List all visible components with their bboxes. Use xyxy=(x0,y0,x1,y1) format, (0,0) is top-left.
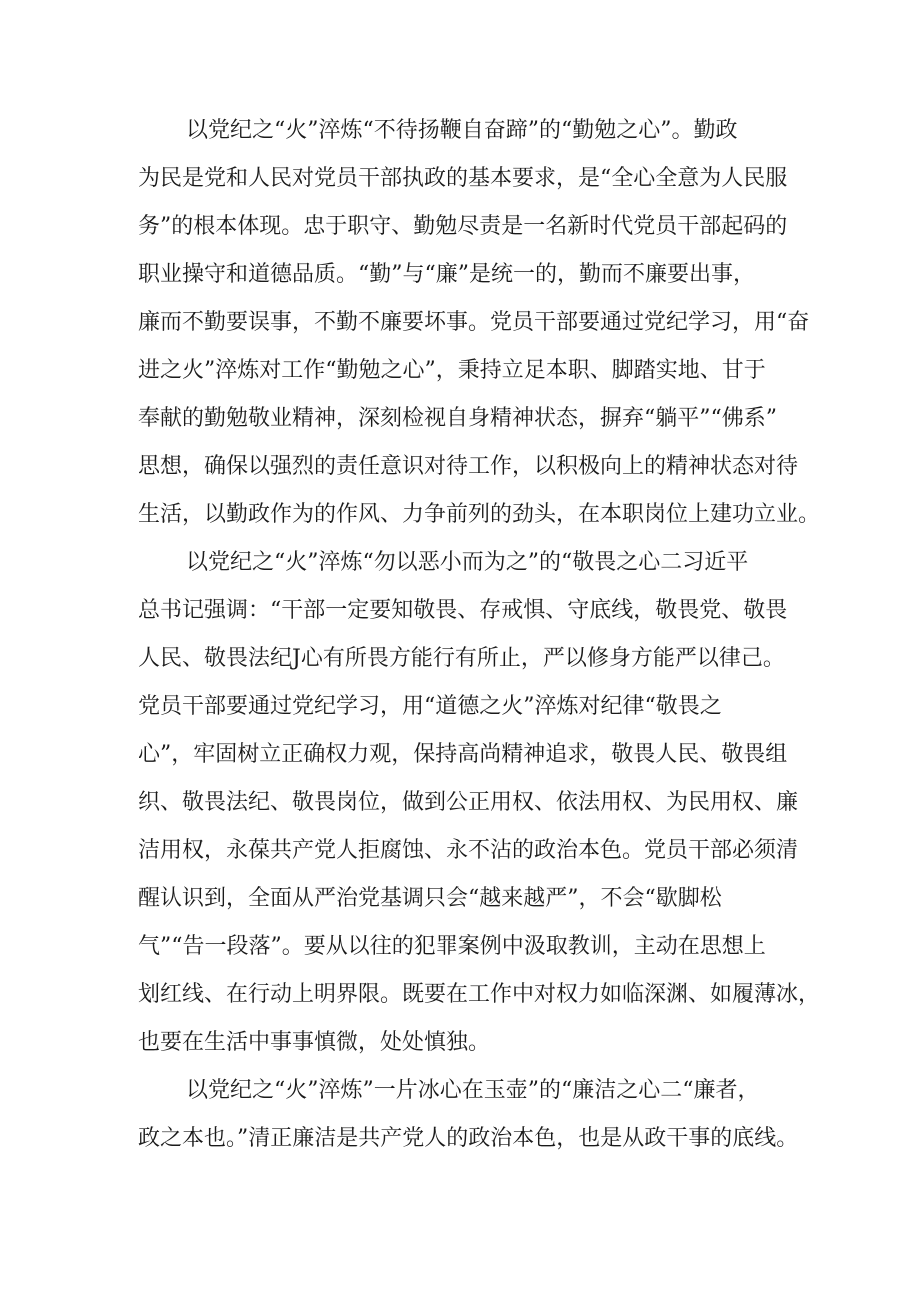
text-line: 奉献的勤勉敬业精神，深刻检视自身精神状态，摒弃“躺平”“佛系” xyxy=(138,406,777,431)
text-line: 生活，以勤政作为的作风、力争前列的劲头，在本职岗位上建功立业。 xyxy=(138,502,821,527)
text-line: 以党纪之“火”淬炼“勿以恶小而为之”的“敬畏之心二习近平 xyxy=(186,550,749,575)
text-line: 织、敬畏法纪、敬畏岗位，做到公正用权、依法用权、为民用权、廉 xyxy=(138,790,799,815)
text-line: 以党纪之“火”淬炼”一片冰心在玉壶”的“廉洁之心二“廉者， xyxy=(186,1078,760,1103)
text-line: 以党纪之“火”淬炼“不待扬鞭自奋蹄”的“勤勉之心”。勤政 xyxy=(186,118,738,143)
text-line: 为民是党和人民对党员干部执政的基本要求，是“全心全意为人民服 xyxy=(138,166,788,191)
text-line: 总书记强调：“干部一定要知敬畏、存戒惧、守底线，敬畏党、敬畏 xyxy=(138,598,788,623)
text-line: 政之本也。”清正廉洁是共产党人的政治本色，也是从政干事的底线。 xyxy=(138,1126,799,1151)
text-line: 气”“告一段落”。要从以往的犯罪案例中汲取教训，主动在思想上 xyxy=(138,934,766,959)
text-line: 划红线、在行动上明界限。既要在工作中对权力如临深渊、如履薄冰， xyxy=(138,982,821,1007)
text-line: 心”，牢固树立正确权力观，保持高尚精神追求，敬畏人民、敬畏组 xyxy=(138,742,788,767)
text-line: 洁用权，永葆共产党人拒腐蚀、永不沾的政治本色。党员干部必须清 xyxy=(138,838,799,863)
text-line: 进之火”淬炼对工作“勤勉之心”，秉持立足本职、脚踏实地、甘于 xyxy=(138,358,766,383)
text-line: 务”的根本体现。忠于职守、勤勉尽责是一名新时代党员干部起码的 xyxy=(138,214,788,239)
text-line: 廉而不勤要误事，不勤不廉要坏事。党员干部要通过党纪学习，用“奋 xyxy=(138,310,810,335)
text-line: 醒认识到，全面从严治党基调只会“越来越严”，不会“歇脚松 xyxy=(138,886,722,911)
text-line: 人民、敬畏法纪J心有所畏方能行有所止，严以修身方能严以律己。 xyxy=(138,646,785,671)
text-line: 也要在生活中事事慎微，处处慎独。 xyxy=(138,1030,491,1055)
text-line: 党员干部要通过党纪学习，用“道德之火”淬炼对纪律“敬畏之 xyxy=(138,694,722,719)
text-line: 思想，确保以强烈的责任意识对待工作，以积极向上的精神状态对待 xyxy=(138,454,799,479)
text-line: 职业操守和道德品质。“勤”与“廉”是统一的，勤而不廉要出事， xyxy=(138,262,755,287)
